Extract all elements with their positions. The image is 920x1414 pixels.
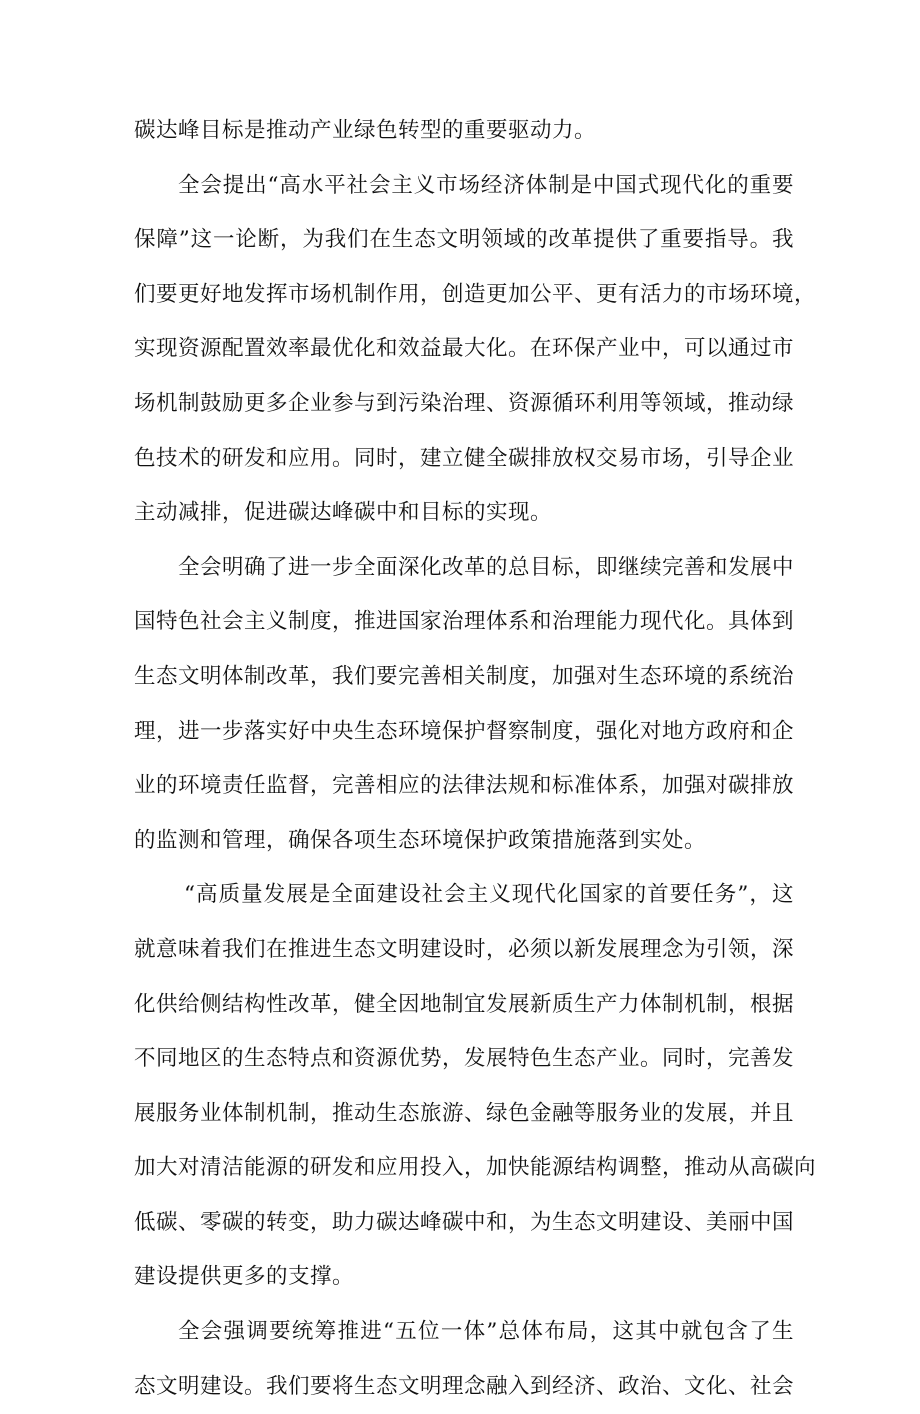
text-line: 们要更好地发挥市场机制作用，创造更加公平、更有活力的市场环境， xyxy=(134,281,817,307)
text-line: 色技术的研发和应用。同时，建立健全碳排放权交易市场，引导企业 xyxy=(134,445,795,471)
text-line: 主动减排，促进碳达峰碳中和目标的实现。 xyxy=(134,500,553,526)
paragraph-first-line: 全会提出“高水平社会主义市场经济体制是中国式现代化的重要 xyxy=(178,172,794,198)
text-line: 就意味着我们在推进生态文明建设时，必须以新发展理念为引领，深 xyxy=(134,936,795,962)
text-line: 场机制鼓励更多企业参与到污染治理、资源循环利用等领域，推动绿 xyxy=(134,390,795,416)
document-body xyxy=(134,104,817,1414)
text-line: 化供给侧结构性改革，健全因地制宜发展新质生产力体制机制，根据 xyxy=(134,991,795,1017)
text-line: 碳达峰目标是推动产业绿色转型的重要驱动力。 xyxy=(134,118,597,143)
text-line: 低碳、零碳的转变，助力碳达峰碳中和，为生态文明建设、美丽中国 xyxy=(134,1209,795,1235)
text-line: 不同地区的生态特点和资源优势，发展特色生态产业。同时，完善发 xyxy=(134,1046,795,1072)
text-line: 展服务业体制机制，推动生态旅游、绿色金融等服务业的发展，并且 xyxy=(134,1100,795,1126)
text-line: 态文明建设。我们要将生态文明理念融入到经济、政治、文化、社会 xyxy=(134,1373,795,1399)
text-line: 业的环境责任监督，完善相应的法律法规和标准体系，加强对碳排放 xyxy=(134,773,795,799)
text-line: 加大对清洁能源的研发和应用投入，加快能源结构调整，推动从高碳向 xyxy=(134,1155,817,1181)
paragraph-first-line: “高质量发展是全面建设社会主义现代化国家的首要任务”，这 xyxy=(184,882,794,908)
paragraph-first-line: 全会强调要统筹推进“五位一体”总体布局，这其中就包含了生 xyxy=(178,1319,794,1345)
text-line: 理，进一步落实好中央生态环境保护督察制度，强化对地方政府和企 xyxy=(134,718,795,744)
text-line: 生态文明体制改革，我们要完善相关制度，加强对生态环境的系统治 xyxy=(134,663,795,689)
text-line: 实现资源配置效率最优化和效益最大化。在环保产业中，可以通过市 xyxy=(134,336,795,362)
text-line: 国特色社会主义制度，推进国家治理体系和治理能力现代化。具体到 xyxy=(134,609,795,635)
paragraph-first-line: 全会明确了进一步全面深化改革的总目标，即继续完善和发展中 xyxy=(178,554,795,580)
text-line: 保障”这一论断，为我们在生态文明领域的改革提供了重要指导。我 xyxy=(134,227,794,253)
text-line: 的监测和管理，确保各项生态环境保护政策措施落到实处。 xyxy=(134,827,707,853)
text-line: 建设提供更多的支撑。 xyxy=(134,1264,355,1290)
